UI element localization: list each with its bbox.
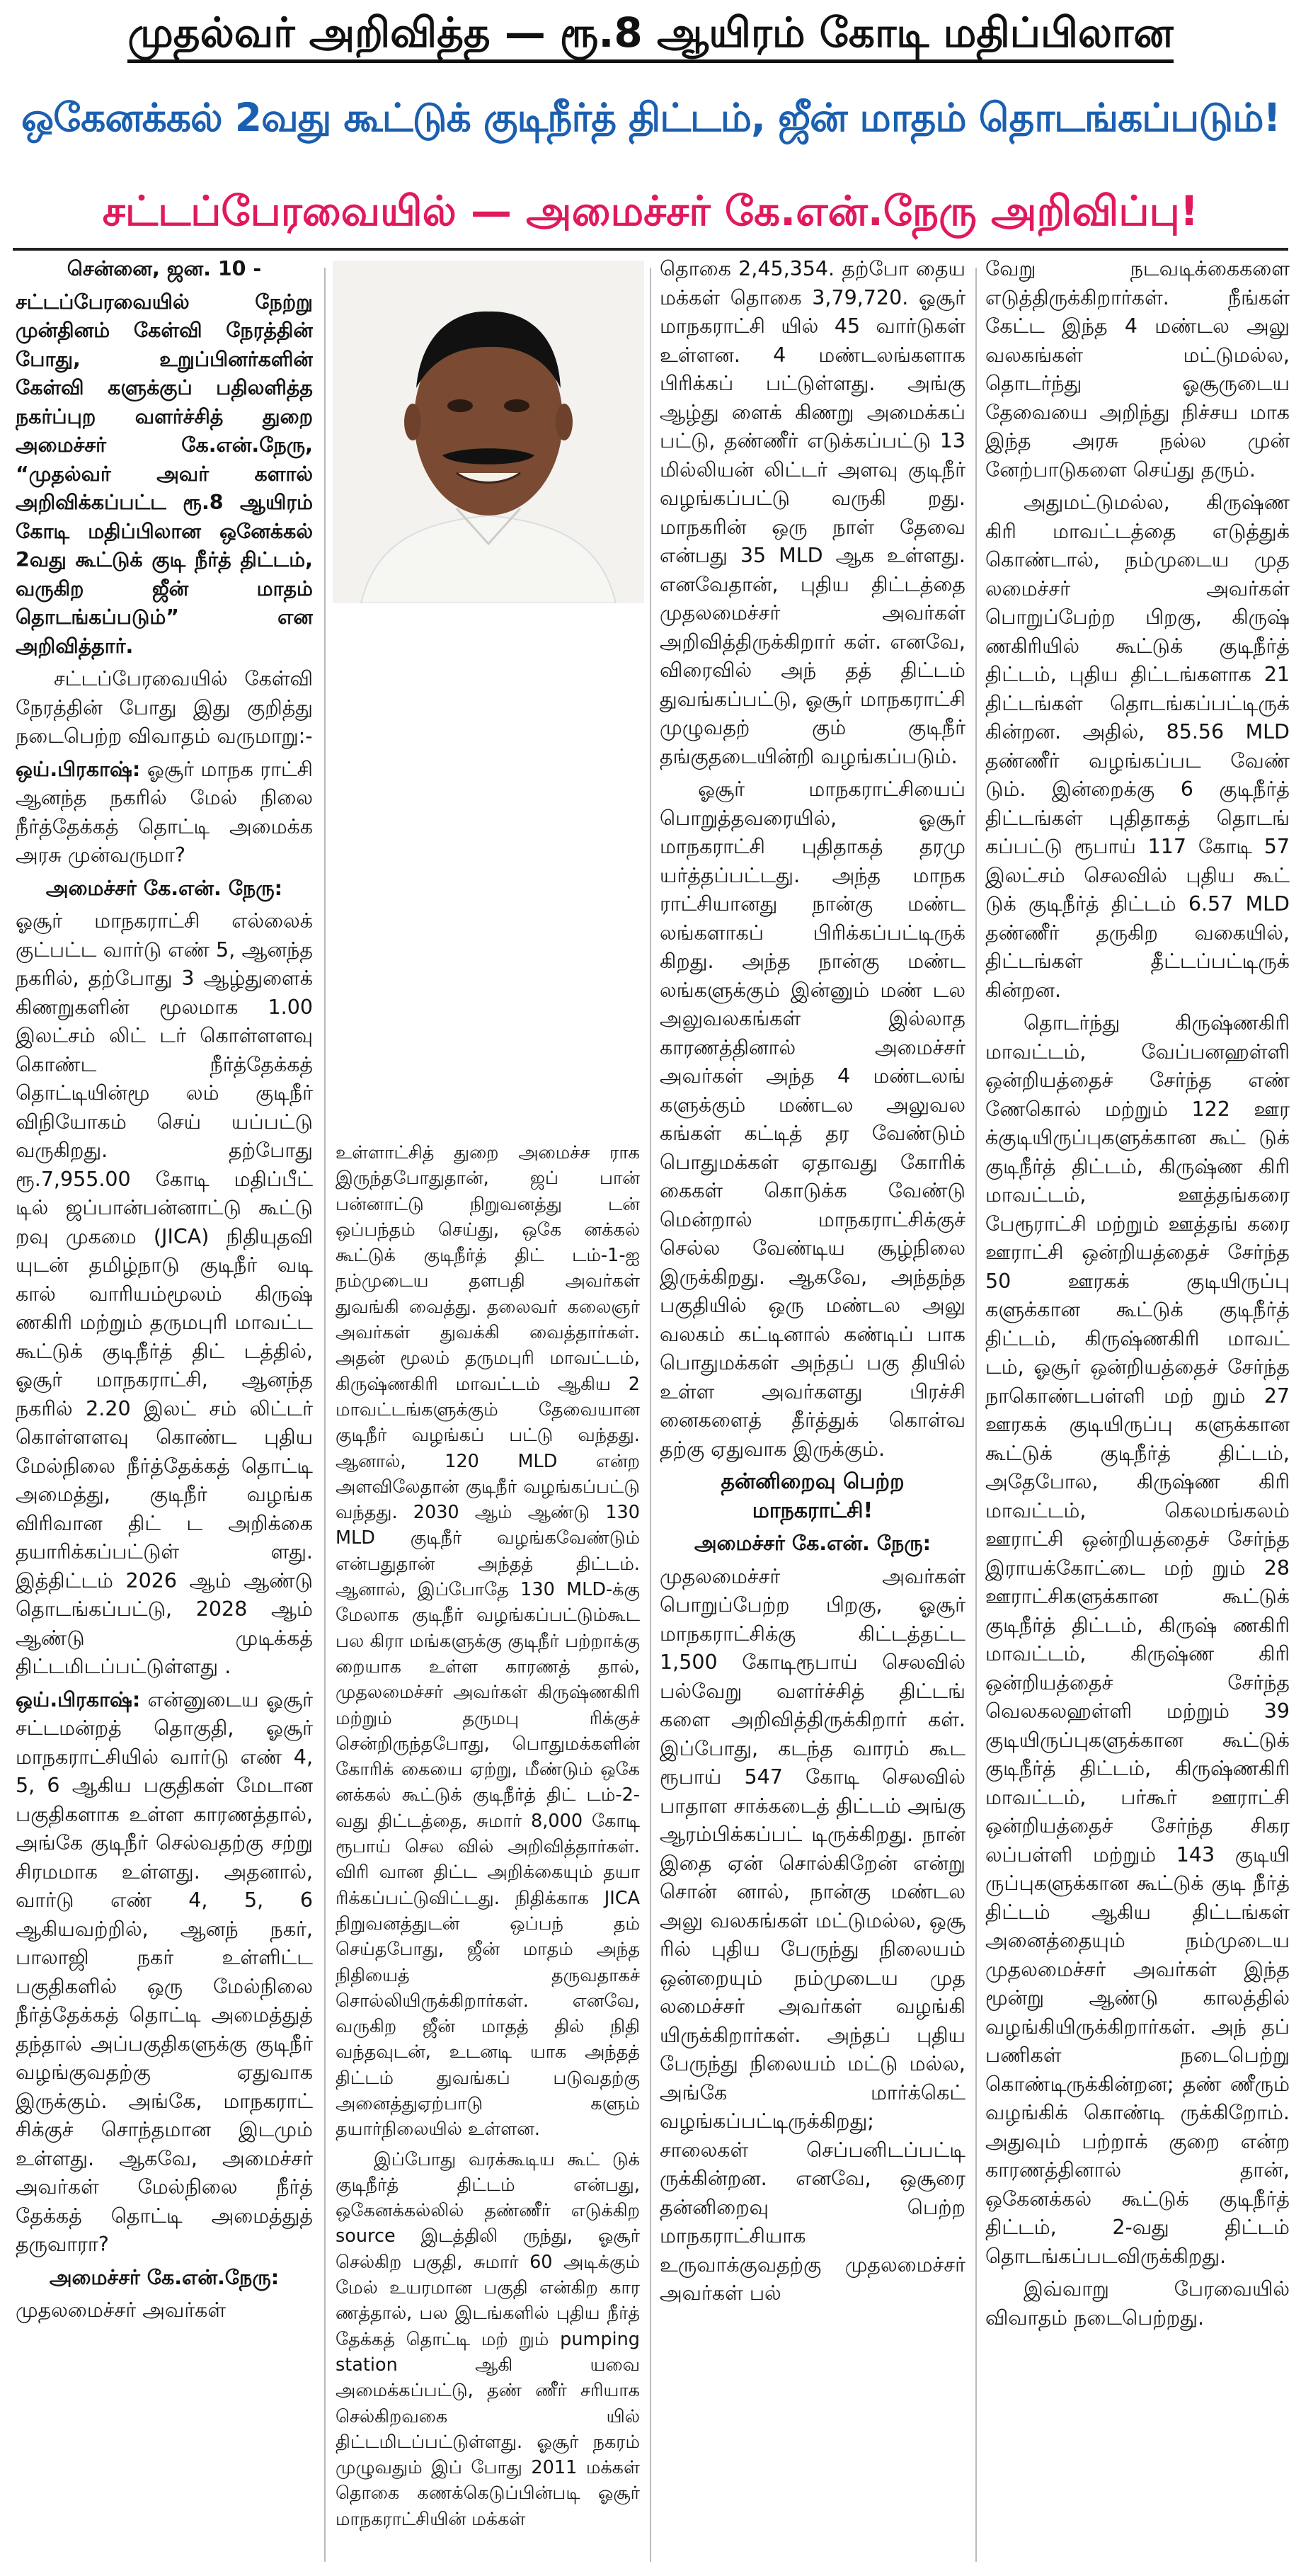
section-heading: தன்னிறைவு பெற்ற மாநகராட்சி! — [721, 1469, 905, 1523]
paragraph: தொடர்ந்து கிருஷ்ணகிரி மாவட்டம், வேப்பனஹள்ளி ஒன்றியத்தைச் சேர்ந்த எண் ணேகொல் மற்றும் 122 ஊர க்குடியிருப்புகளுக்கான கூட் டுக் குடிநீர்த் திட்டம், கிருஷ்ண கிரி மாவட்டம், ஊத்தங்கரை பேரூராட்சி மற்றும் ஊத்தங் கரை ஊராட்சி ஒன்றியத்தைச் சேர்ந்த 50 ஊரகக் குடியிருப்பு களுக்கான கூட்டுக் குடிநீர்த் திட்டம், கிருஷ்ணகிரி மாவட் டம், ஓசூர் ஒன்றியத்தைச் சேர்ந்த நாகொண்டபள்ளி மற் றும் 27 ஊரகக் குடியிருப்பு களுக்கான கூட்டுக் குடிநீர்த் திட்டம், அதேபோல, கிருஷ்ண கிரி மாவட்டம், கெலமங்கலம் ஊராட்சி ஒன்றியத்தைச் சேர்ந்த இராயக்கோட்டை மற் றும் 28 ஊராட்சிகளுக்கான கூட்டுக் குடிநீர்த் திட்டம், கிருஷ் ணகிரி மாவட்டம், கிருஷ்ண கிரி ஒன்றியத்தைச் சேர்ந்த வெலகலஹள்ளி மற்றும் 39 குடியிருப்புகளுக்கான கூட்டுக் குடிநீர்த் திட்டம், கிருஷ்ணகிரி மாவட்டம், பர்கூர் ஊராட்சி ஒன்றியத்தைச் சேர்ந்த சிகர லப்பள்ளி மற்றும் 143 குடியி ருப்புகளுக்கான கூட்டுக் குடி நீர்த் திட்டம் ஆகிய திட்டங்கள் அனைத்தையும் நம்முடைய முதலமைச்சர் அவர்கள் இந்த மூன்று ஆண்டு காலத்தில் வழங்கியிருக்கிறார்கள். அந் தப் பணிகள் நடைபெற்று கொண்டிருக்கின்றன; தண் ணீரும் வழங்கிக் கொண்டி ருக்கிறோம். அதுவும் பற்றாக் குறை என்ற காரணத்தினால் தான், ஒகேனக்கல் கூட்டுக் குடிநீர்த் திட்டம், 2-வது திட்டம் தொடங்கப்படவிருக்கிறது. — [985, 1011, 1290, 2268]
minister-portrait-image — [333, 261, 644, 603]
paragraph: முதலமைச்சர் அவர்கள் பொறுப்பேற்ற பிறகு, ஓசூர் மாநகராட்சிக்கு கிட்டத்தட்ட 1,500 கோடிரூபாய் செலவில் பல்வேறு வளர்ச்சித் திட்டங் களை அறிவித்திருக்கிறார் கள். இப்போது, கடந்த வாரம் கூட ரூபாய் 547 கோடி செலவில் பாதாள சாக்கடைத் திட்டம் அங்கு ஆரம்பிக்கப்பட் டிருக்கிறது. நான் இதை ஏன் சொல்கிறேன் என்று சொன் னால், நான்கு மண்டல அலு வலகங்கள் மட்டுமல்ல, ஒசூ ரில் புதிய பேருந்து நிலையம் ஒன்றையும் நம்முடைய முத லமைச்சர் அவர்கள் வழங்கி யிருக்கிறார்கள். அந்தப் புதிய பேருந்து நிலையம் மட்டு மல்ல, அங்கே மார்க்கெட் வழங்கப்பட்டிருக்கிறது; சாலைகள் செப்பனிடப்பட்டி ருக்கின்றன. எனவே, ஒசூரை தன்னிறைவு பெற்ற மாநகராட்சியாக உருவாக்குவதற்கு முதலமைச்சர் அவர்கள் பல் — [660, 1564, 965, 2305]
closing-paragraph: இவ்வாறு பேரவையில் விவாதம் நடைபெற்றது. — [985, 2277, 1290, 2330]
paragraph: இப்போது வரக்கூடிய கூட் டுக் குடிநீர்த் திட்டம் என்பது, ஒகேனக்கல்லில் தண்ணீர் எடுக்கிற source இடத்திலி ருந்து, ஓசூர் செல்கிற பகுதி, சுமார் 60 அடிக்கும் மேல் உயரமான பகுதி என்கிற கார ணத்தால், பல இடங்களில் புதிய நீர்த் தேக்கத் தொட்டி மற் றும் pumping station ஆகி யவை அமைக்கப்பட்டு, தண் ணீர் சரியாக செல்கிறவகை யில் திட்டமிடப்பட்டுள்ளது. ஓசூர் நகரம் முழுவதும் இப் போது 2011 மக்கள் தொகை கணக்கெடுப்பின்படி ஓசூர் மாநகராட்சியின் மக்கள் — [336, 2148, 640, 2530]
speaker-label: ஒய்.பிரகாஷ்: — [16, 1687, 141, 1711]
article-column-4 — [985, 255, 1290, 2565]
subhead: சட்டப்பேரவையில் — அமைச்சர் கே.என்.நேரு அறிவிப்பு! — [102, 187, 1199, 235]
article-column-1 — [16, 255, 313, 2565]
paragraph: ஓசூர் மாநகராட்சியைப் பொறுத்தவரையில், ஓசூர் மாநகராட்சி புதிதாகத் தரமு யர்த்தப்பட்டது. அந்த மாநக ராட்சியானது நான்கு மண்ட லங்களாகப் பிரிக்கப்பட்டிருக் கிறது. அந்த நான்கு மண்ட லங்களுக்கும் இன்னும் மண் டல அலுவலகங்கள் இல்லாத காரணத்தினால் அமைச்சர் அவர்கள் அந்த 4 மண்டலங் களுக்கும் மண்டல அலுவல கங்கள் கட்டித் தர வேண்டும் பொதுமக்கள் ஏதாவது கோரிக் கைகள் கொடுக்க வேண்டு மென்றால் மாநகராட்சிக்குச் செல்ல வேண்டிய சூழ்நிலை இருக்கிறது. ஆகவே, அந்தந்த பகுதியில் ஒரு மண்டல அலு வலகம் கட்டினால் கண்டிப் பாக பொதுமக்கள் அந்தப் பகு தியில் உள்ள அவர்களது பிரச்சி னைகளைத் தீர்த்துக் கொள்வ தற்கு ஏதுவாக இருக்கும். — [660, 777, 965, 1461]
column-divider — [324, 268, 326, 2562]
paragraph-text: ஓசூர் மாநக ராட்சி ஆனந்த நகரில் மேல் நிலை நீர்த்தேக்கத் தொட்டி அமைக்க அரசு முன்வருமா? — [16, 757, 313, 867]
speaker-label: அமைச்சர் கே.என். நேரு: — [45, 876, 283, 900]
column-divider — [650, 268, 651, 2562]
headline: ஒகேனக்கல் 2வது கூட்டுக் குடிநீர்த் திட்டம், ஜீன் மாதம் தொடங்கப்படும்! — [21, 95, 1280, 140]
paragraph: தொகை 2,45,354. தற்போ தைய மக்கள் தொகை 3,79,720. ஓசூர் மாநகராட்சி யில் 45 வார்டுகள் உள்ளன. 4 மண்டலங்களாக பிரிக்கப் பட்டுள்ளது. அங்கு ஆழ்து ளைக் கிணறு அமைக்கப் பட்டு, தண்ணீர் எடுக்கப்பட்டு 13 மில்லியன் லிட்டர் அளவு குடிநீர் வழங்கப்பட்டு வருகி றது. மாநகரின் ஒரு நாள் தேவை என்பது 35 MLD ஆக உள்ளது. எனவேதான், புதிய திட்டத்தை முதலமைச்சர் அவர்கள் அறிவித்திருக்கிறார் கள். எனவே, விரைவில் அந் தத் திட்டம் துவங்கப்பட்டு, ஓசூர் மாநகராட்சி முழுவதற் கும் குடிநீர் தங்குதடையின்றி வழங்கப்படும். — [660, 257, 965, 768]
paragraph: அதுமட்டுமல்ல, கிருஷ்ண கிரி மாவட்டத்தை எடுத்துக் கொண்டால், நம்முடைய முத லமைச்சர் அவர்கள் பொறுப்பேற்ற பிறகு, கிருஷ் ணகிரியில் கூட்டுக் குடிநீர்த் திட்டம், புதிய திட்டங்களாக 21 திட்டங்கள் தொடங்கப்பட்டிருக் கின்றன. அதில், 85.56 MLD தண்ணீர் வழங்கப்பட வேண் டும். இன்றைக்கு 6 குடிநீர்த் திட்டங்கள் புதிதாகத் தொடங் கப்பட்டு ரூபாய் 117 கோடி 57 இலட்சம் செலவில் புதிய கூட் டுக் குடிநீர்த் திட்டம் 6.57 MLD தண்ணீர் தருகிற வகையில், திட்டங்கள் தீட்டப்பட்டிருக் கின்றன. — [985, 491, 1290, 1002]
header-rule — [13, 248, 1288, 251]
kicker: முதல்வர் அறிவித்த — ரூ.8 ஆயிரம் கோடி மதிப்பிலான — [0, 8, 1301, 62]
speaker-label: அமைச்சர் கே.என்.நேரு: — [49, 2265, 280, 2289]
paragraph: வேறு நடவடிக்கைகளை எடுத்திருக்கிறார்கள். நீங்கள் கேட்ட இந்த 4 மண்டல அலு வலகங்கள் மட்டுமல்ல, தொடர்ந்து ஓசூருடைய தேவையை அறிந்து நிச்சய மாக இந்த அரசு நல்ல முன் னேற்பாடுகளை செய்து தரும். — [985, 257, 1290, 481]
answer-paragraph: ஓசூர் மாநகராட்சி எல்லைக் குட்பட்ட வார்டு எண் 5, ஆனந்த நகரில், தற்போது 3 ஆழ்துளைக் கிணறுகளின் மூலமாக 1.00 இலட்சம் லிட் டர் கொள்ளளவு கொண்ட நீர்த்தேக்கத் தொட்டியின்மூ லம் குடிநீர் விநியோகம் செய் யப்பட்டு வருகிறது. தற்போது ரூ.7,955.00 கோடி மதிப்பீட் டில் ஜப்பான்பன்னாட்டு கூட்டு றவு முகமை (JICA) நிதியுதவி யுடன் தமிழ்நாடு குடிநீர் வடி கால் வாரியம்மூலம் கிருஷ் ணகிரி மற்றும் தருமபுரி மாவட்ட கூட்டுக் குடிநீர்த் திட் டத்தில், ஓசூர் மாநகராட்சி, ஆனந்த நகரில் 2.20 இலட் சம் லிட்டர் கொள்ளளவு கொண்ட புதிய மேல்நிலை நீர்த்தேக்கத் தொட்டி அமைத்து, குடிநீர் வழங்க விரிவான திட் ட அறிக்கை தயாரிக்கப்பட்டுள் ளது. இத்திட்டம் 2026 ஆம் ஆண்டு தொடங்கப்பட்டு, 2028 ஆம் ஆண்டு முடிக்கத் திட்டமிடப்பட்டுள்ளது . — [16, 909, 313, 1678]
minister-photo — [333, 261, 644, 603]
article-column-3 — [660, 255, 965, 2565]
speaker-label: அமைச்சர் கே.என். நேரு: — [694, 1532, 932, 1555]
article-column-2 — [336, 1140, 640, 2563]
column-divider — [975, 268, 977, 2562]
paragraph: உள்ளாட்சித் துறை அமைச்ச ராக இருந்தபோதுதான், ஜப் பான் பன்னாட்டு நிறுவனத்து டன் ஒப்பந்தம் செய்து, ஒகே னக்கல் கூட்டுக் குடிநீர்த் திட் டம்-1-ஐ நம்முடைய தளபதி அவர்கள் துவங்கி வைத்து. தலைவர் கலைஞர் அவர்கள் துவக்கி வைத்தார்கள். அதன் மூலம் தருமபுரி மாவட்டம், கிருஷ்ணகிரி மாவட்டம் ஆகிய 2 மாவட்டங்களுக்கும் தேவையான குடிநீர் வழங்கப் பட்டு வந்தது. ஆனால், 120 MLD என்ற அளவிலேதான் குடிநீர் வழங்கப்பட்டு வந்தது. 2030 ஆம் ஆண்டு 130 MLD குடிநீர் வழங்கவேண்டும் என்பதுதான் அந்தத் திட்டம். ஆனால், இப்போதே 130 MLD-க்கு மேலாக குடிநீர் வழங்கப்பட்டும்கூட பல கிரா மங்களுக்கு குடிநீர் பற்றாக்கு றையாக உள்ள காரணத் தால், முதலமைச்சர் அவர்கள் கிருஷ்ணகிரி மற்றும் தருமபு ரிக்குச் சென்றிருந்தபோது, பொதுமக்களின் கோரிக் கையை ஏற்று, மீண்டும் ஒகே னக்கல் கூட்டுக் குடிநீர்த் திட் டம்-2-வது திட்டத்தை, சுமார் 8,000 கோடி ரூபாய் செல வில் அறிவித்தார்கள். விரி வான திட்ட அறிக்கையும் தயா ரிக்கப்பட்டுவிட்டது. நிதிக்காக JICA நிறுவனத்துடன் ஒப்பந் தம் செய்தபோது, ஜீன் மாதம் அந்த நிதியைத் தருவதாகச் சொல்லியிருக்கிறார்கள். எனவே, வருகிற ஜீன் மாதத் தில் நிதி வந்தவுடன், உடனடி யாக அந்தத் திட்டம் துவங்கப் படுவதற்கு அனைத்துஏற்பாடு களும் தயார்நிலையில் உள்ளன. — [336, 1142, 640, 2141]
dateline: சென்னை, ஜன. 10 - — [67, 257, 262, 280]
speaker-label: ஒய்.பிரகாஷ்: — [16, 757, 141, 781]
answer-paragraph: முதலமைச்சர் அவர்கள் — [16, 2298, 227, 2322]
question-paragraph — [16, 756, 313, 870]
paragraph-text: என்னுடைய ஓசூர் சட்டமன்றத் தொகுதி, ஓசூர் மாநகராட்சியில் வார்டு எண் 4, 5, 6 ஆகிய பகுதிகள் மேடான பகுதிகளாக உள்ள காரணத்தால், அங்கே குடிநீர் செல்வதற்கு சற்று சிரமமாக உள்ளது. அதனால், வார்டு எண் 4, 5, 6 ஆகியவற்றில், ஆனந் நகர், பாலாஜி நகர் உள்ளிட்ட பகுதிகளில் ஒரு மேல்நிலை நீர்த்தேக்கத் தொட்டி அமைத்துத் தந்தால் அப்பகுதிகளுக்கு குடிநீர் வழங்குவதற்கு ஏதுவாக இருக்கும். அங்கே, மாநகராட் சிக்குச் சொந்தமான இடமும் உள்ளது. ஆகவே, அமைச்சர் அவர்கள் மேல்நிலை நீர்த் தேக்கத் தொட்டி அமைத்துத் தருவாரா? — [16, 1687, 313, 2256]
question-paragraph — [16, 1686, 313, 2259]
paragraph: சட்டப்பேரவையில் கேள்வி நேரத்தின் போது இது குறித்து நடைபெற்ற விவாதம் வருமாறு:- — [16, 667, 313, 748]
lead-paragraph: சட்டப்பேரவையில் நேற்று முன்தினம் கேள்வி நேரத்தின் போது, உறுப்பினர்களின் கேள்வி களுக்குப் பதிலளித்த நகர்ப்புற வளர்ச்சித் துறை அமைச்சர் கே.என்.நேரு, “முதல்வர் அவர் களால் அறிவிக்கப்பட்ட ரூ.8 ஆயிரம் கோடி மதிப்பிலான ஒனேக்கல் 2வது கூட்டுக் குடி நீர்த் திட்டம், வருகிற ஜீன் மாதம் தொடங்கப்படும்” என அறிவித்தார். — [16, 290, 313, 658]
